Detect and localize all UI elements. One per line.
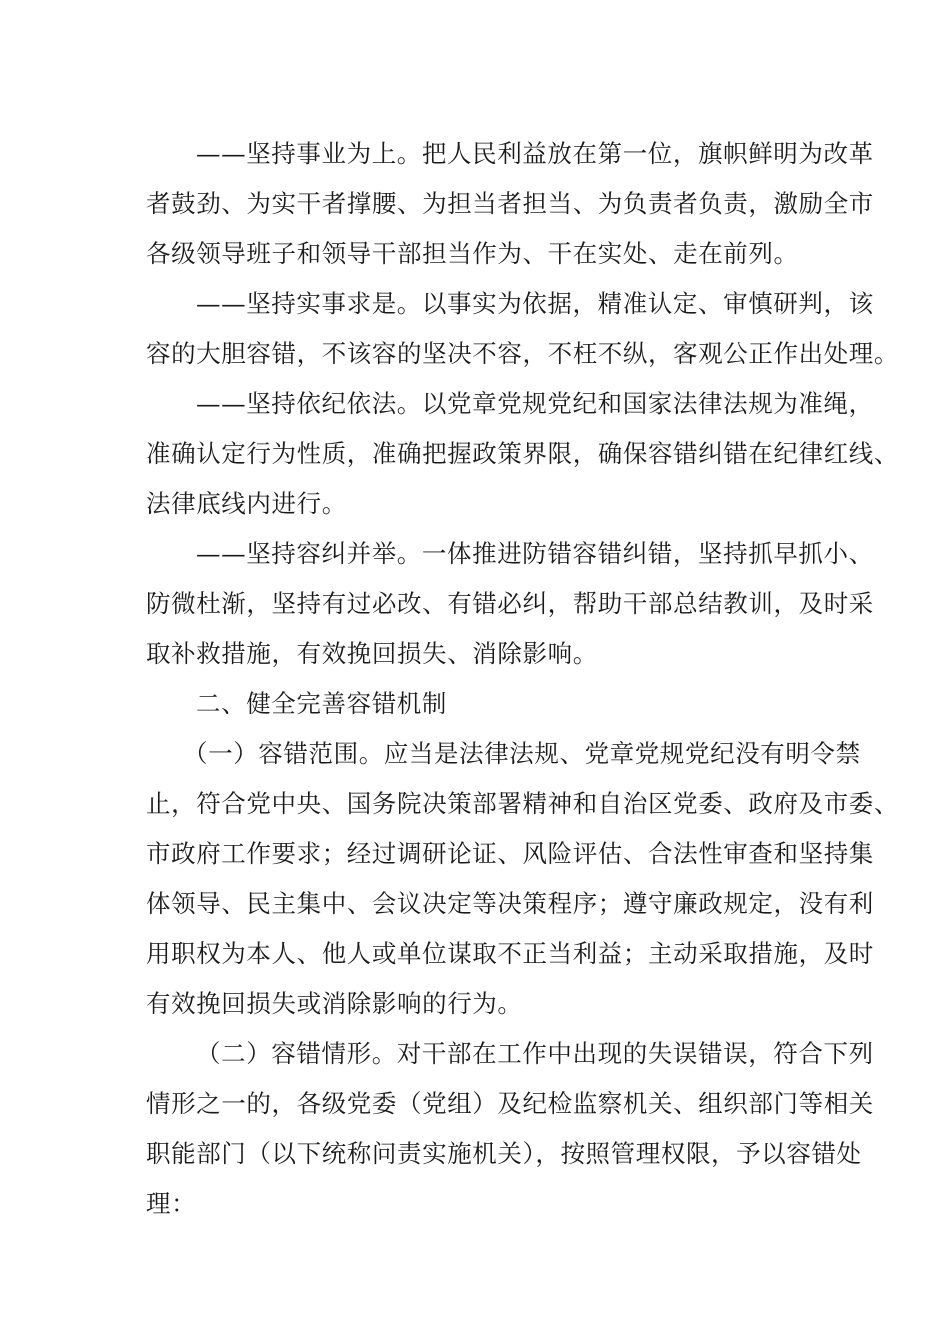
text-line: ——坚持容纠并举。一体推进防错容错纠错，坚持抓早抓小、 xyxy=(196,539,874,568)
text-line: 准确认定行为性质，准确把握政策界限，确保容错纠错在纪律红线、 xyxy=(146,439,899,468)
text-line: 法律底线内进行。 xyxy=(146,489,347,518)
text-line: ——坚持依纪依法。以党章党规党纪和国家法律法规为准绳， xyxy=(196,389,874,418)
text-line: 体领导、民主集中、会议决定等决策程序；遵守廉政规定，没有利 xyxy=(146,889,874,918)
text-line: 容的大胆容错，不该容的坚决不容，不枉不纵，客观公正作出处理。 xyxy=(146,339,899,368)
text-line: 有效挽回损失或消除影响的行为。 xyxy=(146,989,523,1018)
text-line: 防微杜渐，坚持有过必改、有错必纠，帮助干部总结教训，及时采 xyxy=(146,589,874,618)
text-line: 者鼓劲、为实干者撑腰、为担当者担当、为负责者负责，激励全市 xyxy=(146,189,874,218)
text-line: 各级领导班子和领导干部担当作为、干在实处、走在前列。 xyxy=(146,239,799,268)
text-line: ——坚持实事求是。以事实为依据，精准认定、审慎研判，该 xyxy=(196,289,874,318)
text-line: 市政府工作要求；经过调研论证、风险评估、合法性审查和坚持集 xyxy=(146,839,874,868)
text-line: 止，符合党中央、国务院决策部署精神和自治区党委、政府及市委、 xyxy=(146,789,899,818)
text-line: 情形之一的，各级党委（党组）及纪检监察机关、组织部门等相关 xyxy=(146,1089,874,1118)
text-line: 职能部门（以下统称问责实施机关），按照管理权限，予以容错处 xyxy=(146,1139,862,1168)
section-heading: 二、健全完善容错机制 xyxy=(196,689,447,718)
text-line: ——坚持事业为上。把人民利益放在第一位，旗帜鲜明为改革 xyxy=(196,139,874,168)
text-line: （二）容错情形。对干部在工作中出现的失误错误，符合下列 xyxy=(196,1039,874,1068)
text-line: 用职权为本人、他人或单位谋取不正当利益；主动采取措施，及时 xyxy=(146,939,874,968)
text-line: 理： xyxy=(146,1189,197,1218)
text-line: （一）容错范围。应当是法律法规、党章党规党纪没有明令禁 xyxy=(183,739,861,768)
text-line: 取补救措施，有效挽回损失、消除影响。 xyxy=(146,639,598,668)
